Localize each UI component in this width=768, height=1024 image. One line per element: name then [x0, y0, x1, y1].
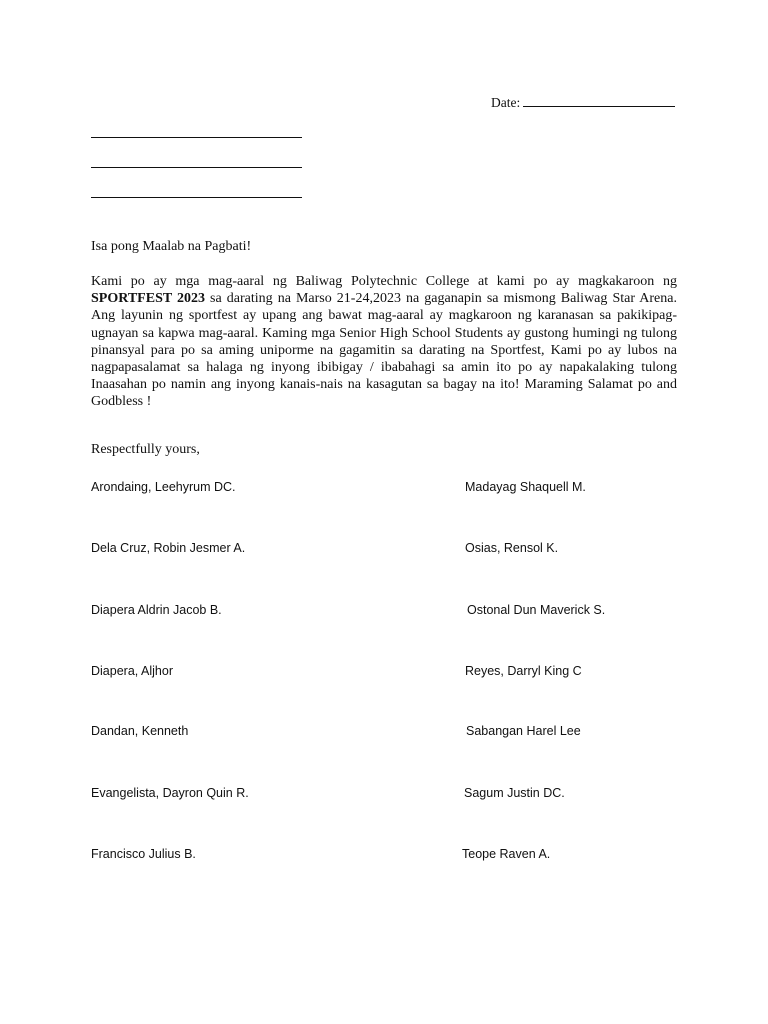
date-label: Date: — [491, 95, 521, 110]
signatory-left: Diapera Aldrin Jacob B. — [91, 603, 222, 617]
signatory-left: Dela Cruz, Robin Jesmer A. — [91, 541, 246, 555]
body-part-1: Kami po ay mga mag-aaral ng Baliwag Polytechnic College at kami po ay magkakaroon ng — [91, 274, 677, 289]
recipient-title-line — [91, 167, 302, 168]
recipient-address-line — [91, 197, 302, 198]
closing: Respectfully yours, — [91, 442, 200, 457]
signatory-left: Dandan, Kenneth — [91, 724, 189, 738]
recipient-name-line — [91, 137, 302, 138]
signatory-right: Osias, Rensol K. — [465, 541, 559, 555]
greeting: Isa pong Maalab na Pagbati! — [91, 239, 252, 254]
signatory-right: Ostonal Dun Maverick S. — [467, 603, 606, 617]
signatory-left: Diapera, Aljhor — [91, 664, 173, 678]
signatory-right: Sabangan Harel Lee — [466, 724, 581, 738]
signatory-left: Arondaing, Leehyrum DC. — [91, 480, 236, 494]
date-field — [491, 93, 675, 111]
signatory-right: Reyes, Darryl King C — [465, 664, 582, 678]
signatory-right: Madayag Shaquell M. — [465, 480, 586, 494]
signatory-left: Evangelista, Dayron Quin R. — [91, 786, 249, 800]
letter-body — [91, 273, 677, 411]
date-blank-line — [523, 93, 675, 107]
signatory-left: Francisco Julius B. — [91, 847, 196, 861]
signatory-right: Teope Raven A. — [462, 847, 551, 861]
signatory-right: Sagum Justin DC. — [464, 786, 565, 800]
body-part-2: sa darating na Marso 21-24,2023 na gaganapin sa mismong Baliwag Star Arena. Ang layunin ng sportfest ay upang ang bawat mag-aaral ay magkaroon ng karanasan sa pakikipag-ugnayan sa kapwa mag-aaral. Kaming mga Senior High School Students ay gustong humingi ng tulong pinansyal para po sa aming uniporme na gagamitin sa darating na Sportfest, Kami po ay lubos na nagpapasalamat sa halaga ng inyong ibibigay / ibabahagi sa amin ito po ay napakalaking tulong Inaasahan po namin ang inyong kanais-nais na kasagutan sa bagay na ito! Maraming Salamat po and Godbless ! — [91, 291, 677, 410]
event-name: SPORTFEST 2023 — [91, 291, 205, 307]
